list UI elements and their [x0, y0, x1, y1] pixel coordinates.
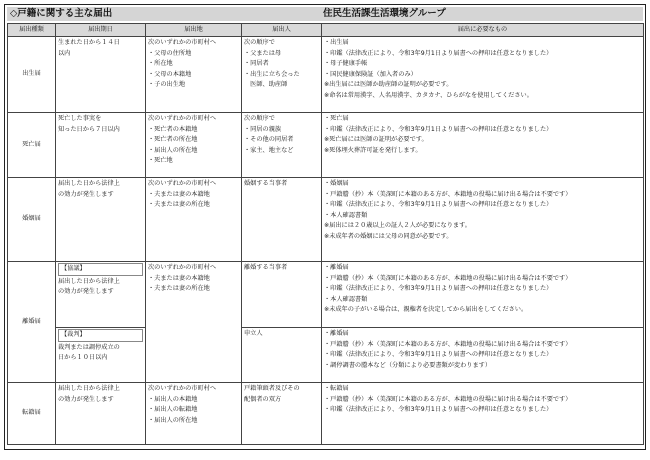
col-header-items: 届出に必要なもの [322, 24, 644, 37]
cell-line: ・父または母 [244, 49, 282, 57]
cell-line: ・父母の住所地 [148, 49, 192, 57]
sheet-header [7, 7, 643, 21]
cell-line: ・死亡者の本籍地 [148, 125, 198, 133]
person-cell [242, 383, 322, 445]
cell-line: ※未成年者の婚姻には父母の同意が必要です。 [324, 232, 453, 240]
cell-line: ・夫または妻の所在地 [148, 285, 210, 293]
col-header-person: 届出人 [242, 24, 322, 37]
cell-line: ・印鑑（法律改正により、令和3年9月1日より届書への押印は任意となりました） [324, 351, 553, 359]
cell-line: ・同居者 [244, 60, 269, 68]
items-cell [322, 113, 644, 178]
cell-line: ・届出人の所在地 [148, 146, 198, 154]
cell-line: ・同居の親族 [244, 125, 282, 133]
deadline-cell [56, 328, 146, 383]
cell-line: 次の順序で [244, 39, 275, 46]
cell-line: 次の順序で [244, 115, 275, 122]
cell-line: 戸籍筆頭者及びその [244, 385, 300, 392]
department-name: 住民生活課生活環境グループ [323, 8, 446, 19]
cell-line: ・本人確認書類 [324, 211, 368, 219]
cell-line: 医師、助産師 [244, 81, 288, 89]
cell-line: ・離婚届 [324, 330, 349, 337]
cell-line: 届出した日から法律上 [58, 180, 120, 187]
type-cell: 離婚届 [8, 262, 56, 383]
table-row-transfer [8, 383, 644, 445]
deadline-cell [56, 178, 146, 262]
cell-line: ・死亡者の所在地 [148, 136, 198, 144]
cell-line: ・子の出生地 [148, 81, 186, 89]
cell-line: ・届出人の所在地 [148, 416, 198, 424]
cell-line: 生まれた日から１４日 [58, 39, 120, 46]
cell-line: ※命名は常用漢字、人名用漢字、カタカナ、ひらがなを使用してください。 [324, 91, 533, 99]
cell-line: ※死体埋火葬許可証を発行します。 [324, 146, 422, 154]
table-row-birth [8, 37, 644, 113]
cell-line: ・国民健康保険証（加入者のみ） [324, 70, 417, 78]
person-cell [242, 178, 322, 262]
place-cell [146, 262, 242, 383]
person-cell [242, 37, 322, 113]
col-header-place: 届出地 [146, 24, 242, 37]
cell-line: 次のいずれかの市町村へ [148, 39, 217, 46]
items-cell [322, 383, 644, 445]
cell-line: の効力が発生します [58, 395, 114, 403]
cell-line: ・印鑑（法律改正により、令和3年9月1日より届書への押印は任意となりました） [324, 406, 553, 414]
cell-line: ・調停調書の謄本など（分類により必要書類が変わります） [324, 361, 492, 369]
cell-line: 次のいずれかの市町村へ [148, 115, 217, 122]
cell-line: ・夫または妻の本籍地 [148, 190, 210, 198]
cell-line: 次のいずれかの市町村へ [148, 264, 217, 271]
deadline-cell [56, 37, 146, 113]
cell-line: ・戸籍謄（抄）本（美深町に本籍のある方が、本籍地の役場に届け出る場合は不要です） [324, 274, 572, 282]
cell-line: ・夫または妻の所在地 [148, 201, 210, 209]
divorce-court-label: 【裁判】 [58, 329, 143, 342]
cell-line: ・戸籍謄（抄）本（美深町に本籍のある方が、本籍地の役場に届け出る場合は不要です） [324, 395, 572, 403]
table-row-divorce-agreed [8, 262, 644, 328]
place-cell [146, 113, 242, 178]
notification-table [7, 23, 644, 445]
cell-line: 婚姻する当事者 [244, 180, 288, 187]
cell-line: ・所在地 [148, 60, 173, 68]
items-cell [322, 178, 644, 262]
type-cell: 死亡届 [8, 113, 56, 178]
table-row-death [8, 113, 644, 178]
cell-line: の効力が発生します [58, 288, 114, 296]
cell-line: ・印鑑（法律改正により、令和3年9月1日より届書への押印は任意となりました） [324, 285, 553, 293]
cell-line: ・離婚届 [324, 264, 349, 271]
items-cell [322, 262, 644, 328]
cell-line: ・届出人の転籍地 [148, 406, 198, 414]
cell-line: 以内 [58, 49, 71, 57]
cell-line: 次のいずれかの市町村へ [148, 385, 217, 392]
place-cell [146, 37, 242, 113]
cell-line: ※死亡届には医師の証明が必要です。 [324, 136, 428, 144]
type-cell: 転籍届 [8, 383, 56, 445]
cell-line: ・その他の同居者 [244, 136, 294, 144]
cell-line: 届出した日から法律上 [58, 277, 120, 285]
cell-line: ・戸籍謄（抄）本（美深町に本籍のある方が、本籍地の役場に届け出る場合は不要です） [324, 190, 572, 198]
cell-line: ・死亡届 [324, 115, 349, 122]
cell-line: 死亡した事実を [58, 115, 102, 122]
cell-line: 日から１０日以内 [58, 354, 108, 362]
cell-line: ・印鑑（法律改正により、令和3年9月1日より届書への押印は任意となりました） [324, 125, 553, 133]
cell-line: 離婚する当事者 [244, 264, 288, 271]
cell-line: ※未成年の子がいる場合は、親権者を決定してから届出をしてください。 [324, 306, 528, 314]
deadline-cell [56, 262, 146, 328]
cell-line: の効力が発生します [58, 190, 114, 198]
place-cell [146, 383, 242, 445]
items-cell [322, 37, 644, 113]
deadline-cell [56, 113, 146, 178]
person-cell [242, 262, 322, 328]
items-cell [322, 328, 644, 383]
cell-line: ・死亡地 [148, 157, 173, 165]
person-cell [242, 328, 322, 383]
cell-line: ・本人確認書類 [324, 295, 368, 303]
table-header-row [8, 24, 644, 37]
cell-line: 次のいずれかの市町村へ [148, 180, 217, 187]
cell-line: ・印鑑（法律改正により、令和3年9月1日より届書への押印は任意となりました） [324, 201, 553, 209]
col-header-type: 届出種類 [8, 24, 56, 37]
type-cell: 婚姻届 [8, 178, 56, 262]
table-row-divorce-court [8, 328, 644, 383]
place-cell [146, 178, 242, 262]
cell-line: ※出生届には医師か助産師の証明が必要です。 [324, 81, 453, 89]
cell-line: ・転籍届 [324, 385, 349, 392]
cell-line: ・届出人の本籍地 [148, 395, 198, 403]
cell-line: ※届出には２０歳以上の証人２人が必要になります。 [324, 222, 471, 230]
person-cell [242, 113, 322, 178]
divorce-agreed-label: 【協議】 [58, 263, 143, 276]
cell-line: ・出生届 [324, 39, 349, 46]
deadline-cell [56, 383, 146, 445]
cell-line: ・夫または妻の本籍地 [148, 274, 210, 282]
cell-line: 知った日から７日以内 [58, 125, 120, 133]
cell-line: 配偶者の双方 [244, 395, 282, 403]
cell-line: ・印鑑（法律改正により、令和3年9月1日より届書への押印は任意となりました） [324, 49, 553, 57]
cell-line: ・家主、地主など [244, 146, 294, 154]
cell-line: ・母子健康手帳 [324, 60, 368, 68]
table-row-marriage [8, 178, 644, 262]
col-header-deadline: 届出期日 [56, 24, 146, 37]
cell-line: ・出生に立ち会った [244, 70, 300, 78]
type-cell: 出生届 [8, 37, 56, 113]
cell-line: ・婚姻届 [324, 180, 349, 187]
cell-line: ・戸籍謄（抄）本（美深町に本籍のある方が、本籍地の役場に届け出る場合は不要です） [324, 340, 572, 348]
cell-line: 届出した日から法律上 [58, 385, 120, 392]
cell-line: 裁判または調停成立の [58, 343, 120, 351]
notice-sheet [4, 4, 646, 450]
cell-line: 申立人 [244, 330, 263, 337]
sheet-title: ◇戸籍に関する主な届出 [10, 8, 113, 19]
cell-line: ・父母の本籍地 [148, 70, 192, 78]
